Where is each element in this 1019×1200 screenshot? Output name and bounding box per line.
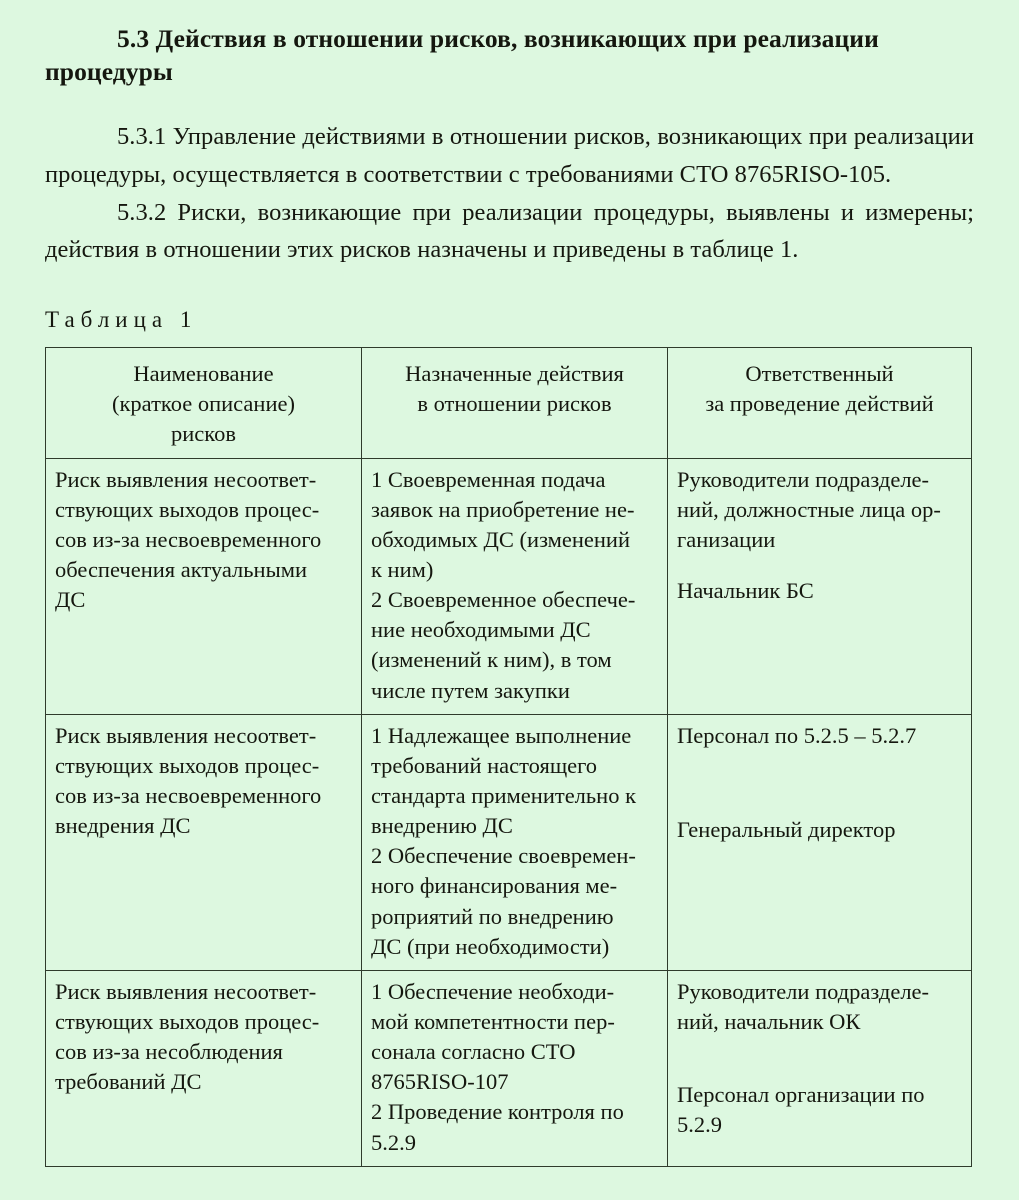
cell-line: 1 Надлежащее выполнение [371,722,632,748]
cell-risk-name [46,970,362,1166]
cell-line: (изменений к ним), в том [371,647,612,673]
cell-spacer [677,555,962,576]
cell-line: 5.2.9 [677,1112,722,1137]
header-line: рисков [171,421,236,447]
cell-line: ДС (при необходимости) [371,933,610,959]
cell-line: ствующих выходов процес- [55,1008,320,1034]
cell-line: 2 Обеспечение своевремен- [371,843,636,869]
cell-line: ний, должностные лица ор- [677,496,941,522]
cell-line: Риск выявления несоответ- [55,978,317,1004]
cell-line: Риск выявления несоответ- [55,466,317,492]
header-line: в отношении рисков [417,391,612,417]
cell-line: требований ДС [55,1069,202,1095]
cell-assigned-actions [362,714,668,970]
cell-line: ний, начальник ОК [677,1008,861,1034]
cell-responsible [668,714,972,970]
cell-line: обходимых ДС (изменений [371,526,631,552]
cell-line: ганизации [677,526,776,552]
page-title: 5.3 Действия в отношении рисков, возникающих при реализации процедуры [45,24,879,87]
cell-line: сонала согласно СТО [371,1039,576,1065]
cell-spacer [677,772,962,793]
cell-line: Персонал организации по [677,1081,925,1107]
header-line: Назначенные действия [405,361,624,387]
table-row [46,970,972,1166]
cell-line: внедрения ДС [55,813,191,839]
cell-assigned-actions [362,458,668,714]
column-header-assigned-actions [362,348,668,458]
cell-assigned-actions [362,970,668,1166]
table-header [46,348,972,458]
paragraph-5-3-1: 5.3.1 Управление действиями в отношении рисков, возникающих при реализации процедуры, осуществляется в соответствии с требованиями СТО 8765RISO-105. [45,123,974,188]
cell-line: 1 Своевременная подача [371,466,606,492]
column-header-risk-name [46,348,362,458]
header-line: за проведение действий [705,391,934,417]
cell-responsible [668,458,972,714]
cell-line: Руководители подразделе- [677,466,930,492]
cell-line: Начальник БС [677,578,814,604]
cell-line: внедрению ДС [371,813,513,839]
table-row [46,458,972,714]
header-line: Наименование [133,361,274,387]
cell-risk-name [46,458,362,714]
header-line: (краткое описание) [112,391,295,417]
cell-line: 8765RISO-107 [371,1069,509,1095]
cell-line: Генеральный директор [677,816,896,842]
cell-line: ного финансирования ме- [371,873,618,899]
cell-line: ствующих выходов процес- [55,752,320,778]
cell-line: мой компетентности пер- [371,1008,615,1034]
cell-line: заявок на приобретение не- [371,496,635,522]
table-caption: Таблица 1 [45,307,198,333]
cell-responsible [668,970,972,1166]
cell-line: Риск выявления несоответ- [55,722,317,748]
cell-line: Руководители подразделе- [677,978,930,1004]
cell-line: 5.2.9 [371,1129,416,1155]
cell-line: 1 Обеспечение необходи- [371,978,615,1004]
header-line: Ответственный [745,361,894,387]
cell-spacer [677,794,962,815]
cell-line: требований настоящего [371,752,598,778]
cell-line: стандарта применительно к [371,782,637,808]
cell-line: обеспечения актуальными [55,557,307,582]
cell-line: числе путем закупки [371,677,570,703]
cell-spacer [677,1058,962,1079]
cell-spacer [677,1037,962,1058]
cell-line: 2 Своевременное обеспече- [371,587,636,613]
cell-line: ние необходимыми ДС [371,617,591,643]
cell-line: 2 Проведение контроля по [371,1099,624,1125]
cell-line: сов из-за несвоевременного [55,782,322,808]
cell-line: Персонал по 5.2.5 – 5.2.7 [677,722,917,748]
cell-line: роприятий по внедрению [371,903,614,929]
cell-spacer [677,751,962,772]
cell-line: ствующих выходов процес- [55,496,320,522]
cell-line: к ним) [371,557,434,582]
cell-line: сов из-за несоблюдения [55,1039,283,1065]
cell-risk-name [46,714,362,970]
paragraph-5-3-2: 5.3.2 Риски, возникающие при реализации процедуры, выявлены и измерены; действия в отношении этих рисков назначены и приведены в таблице 1. [45,198,974,264]
risk-actions-table [45,347,972,1167]
table-row [46,714,972,970]
table-body [46,458,972,1166]
cell-line: сов из-за несвоевременного [55,526,322,552]
cell-line: ДС [55,587,86,613]
column-header-responsible [668,348,972,458]
body-text-block [45,118,974,269]
table-header-row [46,348,972,458]
